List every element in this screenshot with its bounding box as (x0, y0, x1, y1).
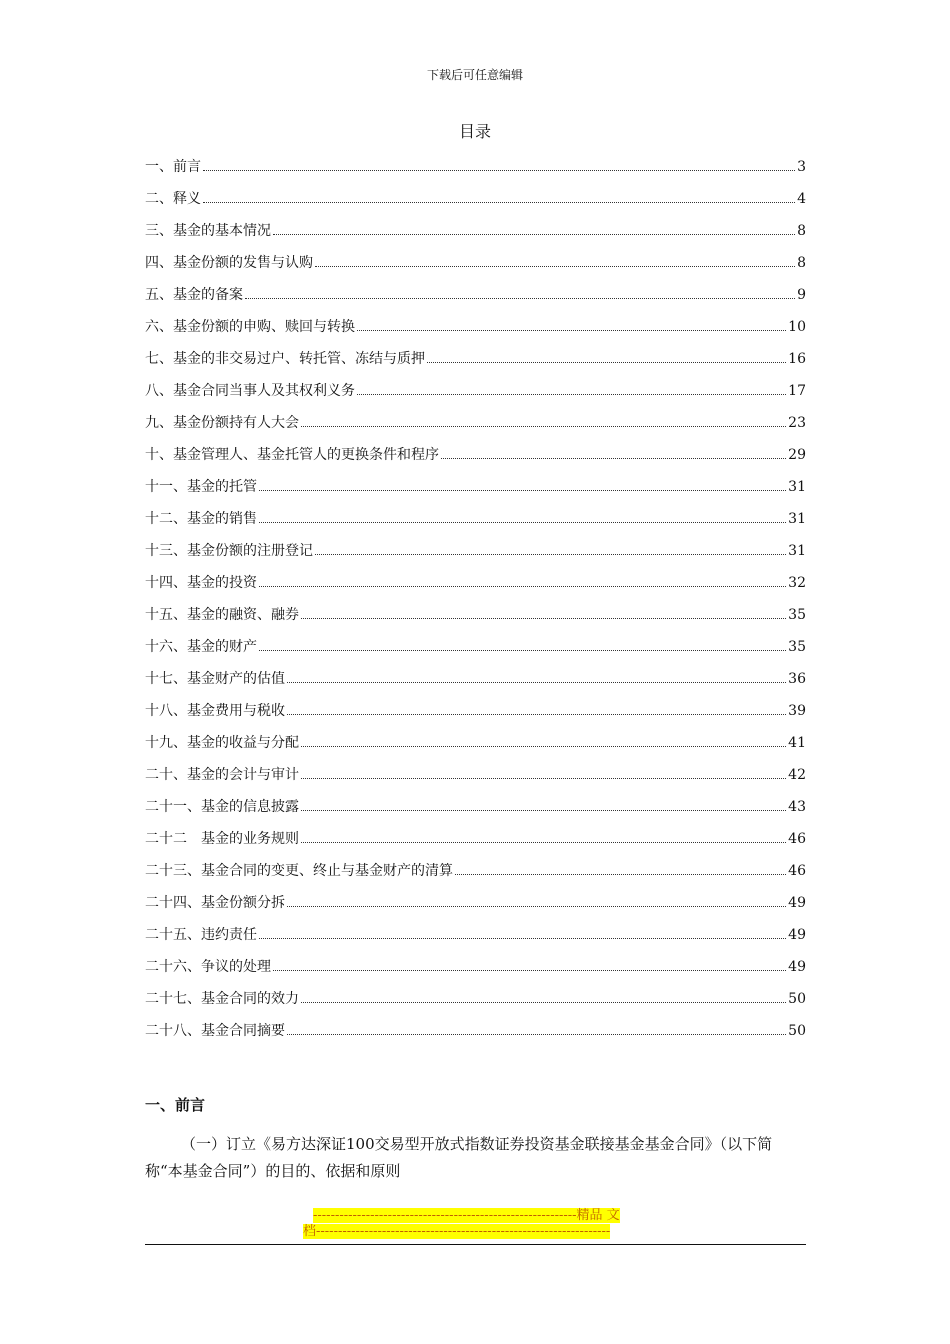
watermark-line-1: ------------------------------------------------------------精品 文 (313, 1208, 620, 1223)
toc-entry[interactable] (145, 784, 806, 816)
toc-entry-page: 16 (788, 351, 806, 367)
toc-leader-dots (301, 1002, 786, 1003)
toc-entry-label: 十三、基金份额的注册登记 (145, 543, 313, 559)
toc-entry-label: 二十四、基金份额分拆 (145, 895, 285, 911)
toc-entry[interactable] (145, 304, 806, 336)
toc-leader-dots (301, 426, 786, 427)
toc-leader-dots (301, 810, 786, 811)
toc-entry[interactable] (145, 848, 806, 880)
toc-leader-dots (287, 714, 786, 715)
toc-leader-dots (301, 842, 786, 843)
toc-entry-page: 39 (788, 703, 806, 719)
toc-entry[interactable] (145, 624, 806, 656)
toc-leader-dots (287, 682, 786, 683)
toc-entry[interactable] (145, 272, 806, 304)
toc-entry[interactable] (145, 432, 806, 464)
toc-entry[interactable] (145, 560, 806, 592)
toc-entry-label: 十九、基金的收益与分配 (145, 735, 299, 751)
toc-entry-page: 10 (788, 319, 806, 335)
toc-entry-label: 二十、基金的会计与审计 (145, 767, 299, 783)
toc-entry[interactable] (145, 656, 806, 688)
toc-leader-dots (287, 906, 786, 907)
toc-entry-label: 二十二 基金的业务规则 (145, 831, 299, 847)
toc-entry-page: 23 (788, 415, 806, 431)
toc-leader-dots (301, 778, 786, 779)
toc-entry-page: 46 (788, 831, 806, 847)
toc-entry-label: 二十七、基金合同的效力 (145, 991, 299, 1007)
toc-entry-label: 二、释义 (145, 191, 201, 207)
toc-entry-label: 十二、基金的销售 (145, 511, 257, 527)
body-paragraph-text: （一）订立《易方达深证100交易型开放式指数证券投资基金联接基金基金合同》（以下简称“本基金合同”）的目的、依据和原则 (145, 1135, 773, 1180)
toc-entry-page: 32 (788, 575, 806, 591)
toc-entry[interactable] (145, 1008, 806, 1040)
toc-entry-page: 31 (788, 511, 806, 527)
toc-entry-page: 43 (788, 799, 806, 815)
watermark-banner (303, 1208, 649, 1240)
toc-entry-page: 31 (788, 479, 806, 495)
toc-entry-label: 十七、基金财产的估值 (145, 671, 285, 687)
toc-entry[interactable] (145, 240, 806, 272)
page-header: 下载后可任意编辑 (426, 68, 523, 82)
toc-entry-label: 六、基金份额的申购、赎回与转换 (145, 319, 355, 335)
toc-entry-label: 二十三、基金合同的变更、终止与基金财产的清算 (145, 863, 453, 879)
toc-entry-page: 31 (788, 543, 806, 559)
toc-entry-page: 35 (788, 639, 806, 655)
toc-leader-dots (259, 650, 786, 651)
toc-entry-page: 3 (797, 159, 806, 175)
toc-leader-dots (357, 394, 786, 395)
toc-entry-page: 36 (788, 671, 806, 687)
toc-leader-dots (315, 554, 786, 555)
body-paragraph (145, 1131, 806, 1185)
toc-entry[interactable] (145, 976, 806, 1008)
toc-entry-page: 9 (797, 287, 806, 303)
toc-leader-dots (203, 202, 795, 203)
toc-entry[interactable] (145, 208, 806, 240)
toc-entry-page: 29 (788, 447, 806, 463)
toc-leader-dots (245, 298, 795, 299)
toc-leader-dots (455, 874, 786, 875)
toc-entry-label: 二十八、基金合同摘要 (145, 1023, 285, 1039)
toc-entry-page: 4 (797, 191, 806, 207)
toc-entry-page: 42 (788, 767, 806, 783)
toc-entry-label: 十四、基金的投资 (145, 575, 257, 591)
toc-entry[interactable] (145, 592, 806, 624)
toc-leader-dots (273, 970, 786, 971)
toc-entry[interactable] (145, 816, 806, 848)
toc-leader-dots (259, 522, 786, 523)
toc-entry-page: 35 (788, 607, 806, 623)
toc-leader-dots (273, 234, 795, 235)
toc-leader-dots (441, 458, 786, 459)
toc-entry[interactable] (145, 464, 806, 496)
toc-entry[interactable] (145, 688, 806, 720)
toc-entry[interactable] (145, 176, 806, 208)
footer-rule (145, 1244, 806, 1245)
toc-entry-page: 46 (788, 863, 806, 879)
toc-entry[interactable] (145, 144, 806, 176)
table-of-contents (145, 144, 806, 1040)
toc-leader-dots (203, 170, 795, 171)
toc-entry-page: 41 (788, 735, 806, 751)
toc-entry[interactable] (145, 880, 806, 912)
toc-entry-label: 十、基金管理人、基金托管人的更换条件和程序 (145, 447, 439, 463)
toc-leader-dots (427, 362, 786, 363)
toc-entry-label: 十八、基金费用与税收 (145, 703, 285, 719)
toc-entry[interactable] (145, 496, 806, 528)
toc-title: 目录 (458, 122, 491, 141)
toc-entry[interactable] (145, 912, 806, 944)
toc-entry-label: 七、基金的非交易过户、转托管、冻结与质押 (145, 351, 425, 367)
toc-entry-label: 八、基金合同当事人及其权利义务 (145, 383, 355, 399)
toc-entry[interactable] (145, 336, 806, 368)
toc-entry-label: 二十六、争议的处理 (145, 959, 271, 975)
toc-entry-page: 8 (797, 223, 806, 239)
toc-entry-page: 50 (788, 991, 806, 1007)
toc-entry-label: 五、基金的备案 (145, 287, 243, 303)
toc-leader-dots (301, 618, 786, 619)
toc-entry-page: 17 (788, 383, 806, 399)
section-heading: 一、前言 (145, 1096, 206, 1114)
toc-entry-label: 十一、基金的托管 (145, 479, 257, 495)
toc-entry-label: 十五、基金的融资、融券 (145, 607, 299, 623)
toc-entry[interactable] (145, 720, 806, 752)
toc-leader-dots (259, 490, 786, 491)
toc-entry[interactable] (145, 528, 806, 560)
toc-entry-label: 十六、基金的财产 (145, 639, 257, 655)
toc-leader-dots (301, 746, 786, 747)
toc-entry[interactable] (145, 368, 806, 400)
toc-leader-dots (357, 330, 786, 331)
toc-entry-label: 一、前言 (145, 159, 201, 175)
toc-entry-page: 49 (788, 959, 806, 975)
toc-entry-label: 三、基金的基本情况 (145, 223, 271, 239)
toc-entry[interactable] (145, 752, 806, 784)
toc-entry-label: 二十一、基金的信息披露 (145, 799, 299, 815)
toc-entry-page: 50 (788, 1023, 806, 1039)
toc-leader-dots (287, 1034, 786, 1035)
watermark-line-2: 档------------------------------------------------------------------- (303, 1224, 611, 1239)
toc-leader-dots (259, 586, 786, 587)
toc-leader-dots (259, 938, 786, 939)
toc-entry-page: 8 (797, 255, 806, 271)
toc-entry[interactable] (145, 944, 806, 976)
toc-leader-dots (315, 266, 795, 267)
toc-entry-page: 49 (788, 895, 806, 911)
toc-entry-label: 二十五、违约责任 (145, 927, 257, 943)
toc-entry-page: 49 (788, 927, 806, 943)
toc-entry[interactable] (145, 400, 806, 432)
toc-entry-label: 九、基金份额持有人大会 (145, 415, 299, 431)
toc-entry-label: 四、基金份额的发售与认购 (145, 255, 313, 271)
